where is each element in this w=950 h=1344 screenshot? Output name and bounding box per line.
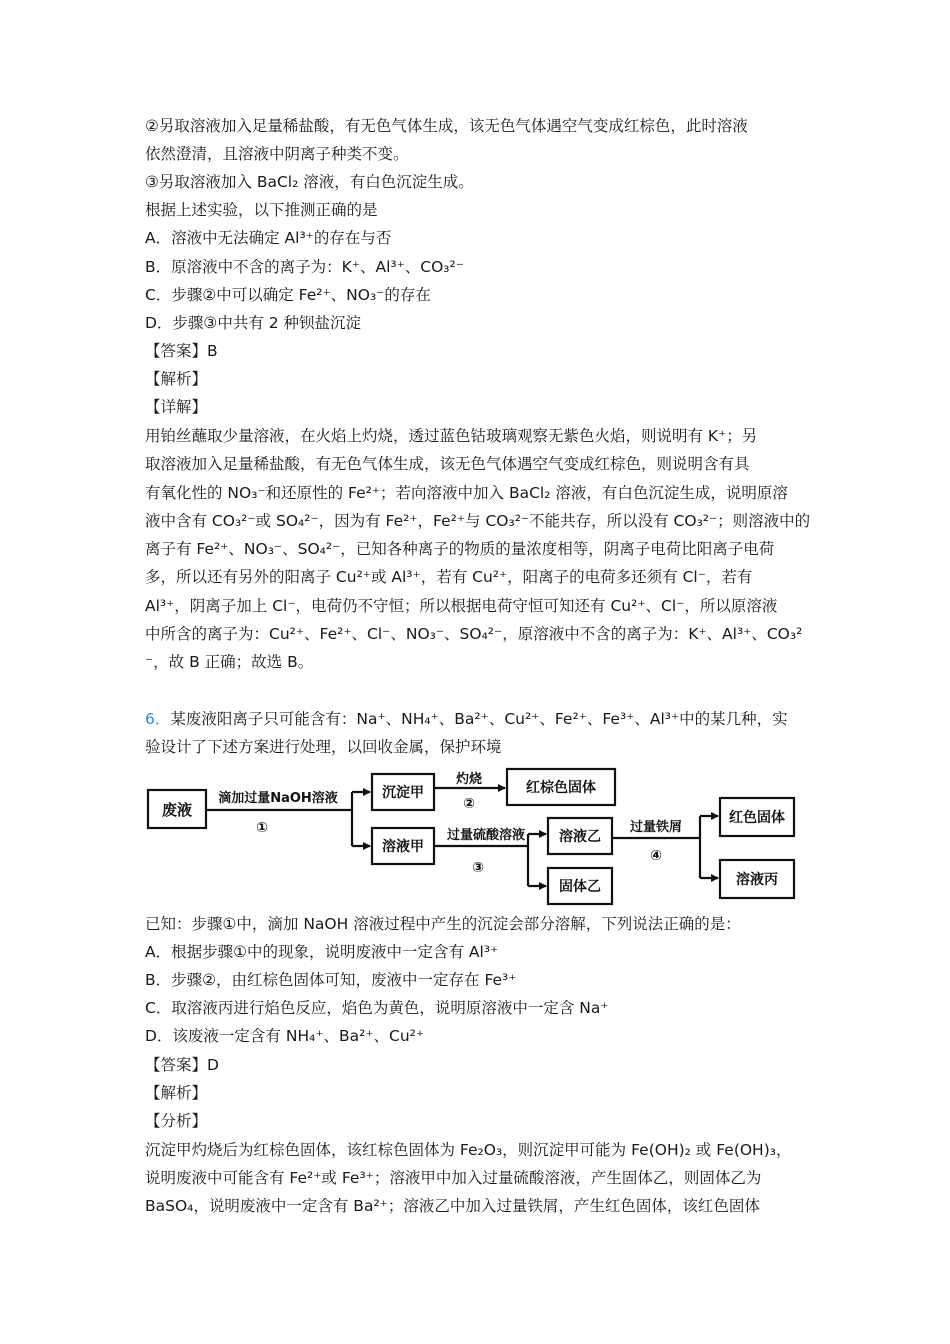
q6-option-a: A．根据步骤①中的现象，说明废液中一定含有 Al³⁺: [145, 943, 499, 961]
q5-answer: 【答案】B: [145, 342, 218, 360]
q6-stem-line: [145, 709, 788, 729]
label-iron: 过量铁屑: [629, 820, 683, 835]
q5-option-d: D．步骤③中共有 2 种钡盐沉淀: [145, 314, 362, 332]
q5-explain-line: 液中含有 CO₃²⁻或 SO₄²⁻，因为有 Fe²⁺，Fe²⁺与 CO₃²⁻不能共存，所以没有 CO₃²⁻；则溶液中的: [145, 512, 811, 530]
label-step1: ①: [256, 820, 268, 836]
q5-explain-line: 多，所以还有另外的阳离子 Cu²⁺或 Al³⁺，若有 Cu²⁺，阳离子的电荷多还须有 Cl⁻，若有: [145, 568, 753, 586]
label-red-solid: 红色固体: [729, 810, 785, 826]
q6-option-c: C．取溶液丙进行焰色反应，焰色为黄色，说明原溶液中一定含 Na⁺: [145, 999, 609, 1017]
q5-line: 依然澄清，且溶液中阴离子种类不变。: [145, 145, 409, 163]
label-acid: 过量硫酸溶液: [446, 828, 526, 843]
q6-line: 已知：步骤①中，滴加 NaOH 溶液过程中产生的沉淀会部分溶解，下列说法正确的是：: [145, 915, 741, 933]
q5-explain-line: 离子有 Fe²⁺、NO₃⁻、SO₄²⁻，已知各种离子的物质的量浓度相等，阴离子电荷比阳离子电荷: [145, 540, 775, 558]
q6-option-d: D．该废液一定含有 NH₄⁺、Ba²⁺、Cu²⁺: [145, 1027, 425, 1045]
label-naoh: 滴加过量NaOH溶液: [218, 791, 338, 806]
q5-detail-heading: 【详解】: [145, 398, 208, 416]
label-step3: ③: [472, 860, 484, 876]
q5-option-b: B．原溶液中不含的离子为：K⁺、Al³⁺、CO₃²⁻: [145, 258, 464, 276]
q5-line: ②另取溶液加入足量稀盐酸，有无色气体生成，该无色气体遇空气变成红棕色，此时溶液: [145, 117, 748, 135]
q6-stem-text: 某废液阳离子只可能含有：Na⁺、NH₄⁺、Ba²⁺、Cu²⁺、Fe²⁺、Fe³⁺、Al³⁺中的某几种，实: [170, 710, 788, 728]
q5-line: 根据上述实验，以下推测正确的是: [145, 201, 378, 219]
q6-analysis-heading: 【解析】: [145, 1084, 208, 1102]
q5-explain-line: 取溶液加入足量稀盐酸，有无色气体生成，该无色气体遇空气变成红棕色，则说明含有具: [145, 455, 750, 473]
label-waste: 废液: [161, 801, 193, 819]
q5-explain-line: Al³⁺，阴离子加上 Cl⁻，电荷仍不守恒；所以根据电荷守恒可知还有 Cu²⁺、Cl⁻，所以原溶液: [145, 597, 778, 615]
label-solution-b: 溶液乙: [559, 829, 601, 845]
label-solid-b: 固体乙: [559, 879, 601, 895]
label-solution-a: 溶液甲: [382, 839, 424, 855]
label-red-brown-solid: 红棕色固体: [526, 780, 596, 796]
q5-explain-line: 有氧化性的 NO₃⁻和还原性的 Fe²⁺；若向溶液中加入 BaCl₂ 溶液，有白色沉淀生成，说明原溶: [145, 484, 788, 502]
q5-explain-line: 中所含的离子为：Cu²⁺、Fe²⁺、Cl⁻、NO₃⁻、SO₄²⁻，原溶液中不含的离子为：K⁺、Al³⁺、CO₃²: [145, 625, 803, 643]
q6-option-b: B．步骤②，由红棕色固体可知，废液中一定存在 Fe³⁺: [145, 971, 517, 989]
q5-explain-line: ⁻，故 B 正确；故选 B。: [145, 653, 314, 671]
q6-explain-line: 说明废液中可能含有 Fe²⁺或 Fe³⁺；溶液甲中加入过量硫酸溶液，产生固体乙，则固体乙为: [145, 1169, 762, 1187]
q6-number: 6．: [145, 710, 171, 728]
label-solution-c: 溶液丙: [736, 872, 778, 888]
q5-line: ③另取溶液加入 BaCl₂ 溶液，有白色沉淀生成。: [145, 173, 474, 191]
q6-stem-line: 验设计了下述方案进行处理，以回收金属，保护环境: [145, 738, 502, 756]
q5-explain-line: 用铂丝蘸取少量溶液，在火焰上灼烧，透过蓝色钴玻璃观察无紫色火焰，则说明有 K⁺；另: [145, 427, 758, 445]
q6-answer: 【答案】D: [145, 1056, 219, 1074]
label-step4: ④: [650, 848, 662, 864]
q5-option-c: C．步骤②中可以确定 Fe²⁺、NO₃⁻的存在: [145, 286, 431, 304]
q5-analysis-heading: 【解析】: [145, 370, 208, 388]
q6-explain-line: 沉淀甲灼烧后为红棕色固体，该红棕色固体为 Fe₂O₃，则沉淀甲可能为 Fe(OH)₂ 或 Fe(OH)₃，: [145, 1141, 792, 1159]
q6-explain-line: BaSO₄，说明废液中一定含有 Ba²⁺；溶液乙中加入过量铁屑，产生红色固体，该红色固体: [145, 1197, 760, 1215]
label-precipitate-a: 沉淀甲: [382, 785, 424, 801]
label-burn: 灼烧: [455, 772, 483, 787]
q6-fenxi-heading: 【分析】: [145, 1112, 208, 1130]
q6-flowchart: [140, 766, 810, 908]
q5-option-a: A．溶液中无法确定 Al³⁺的存在与否: [145, 229, 392, 247]
label-step2: ②: [463, 796, 475, 812]
